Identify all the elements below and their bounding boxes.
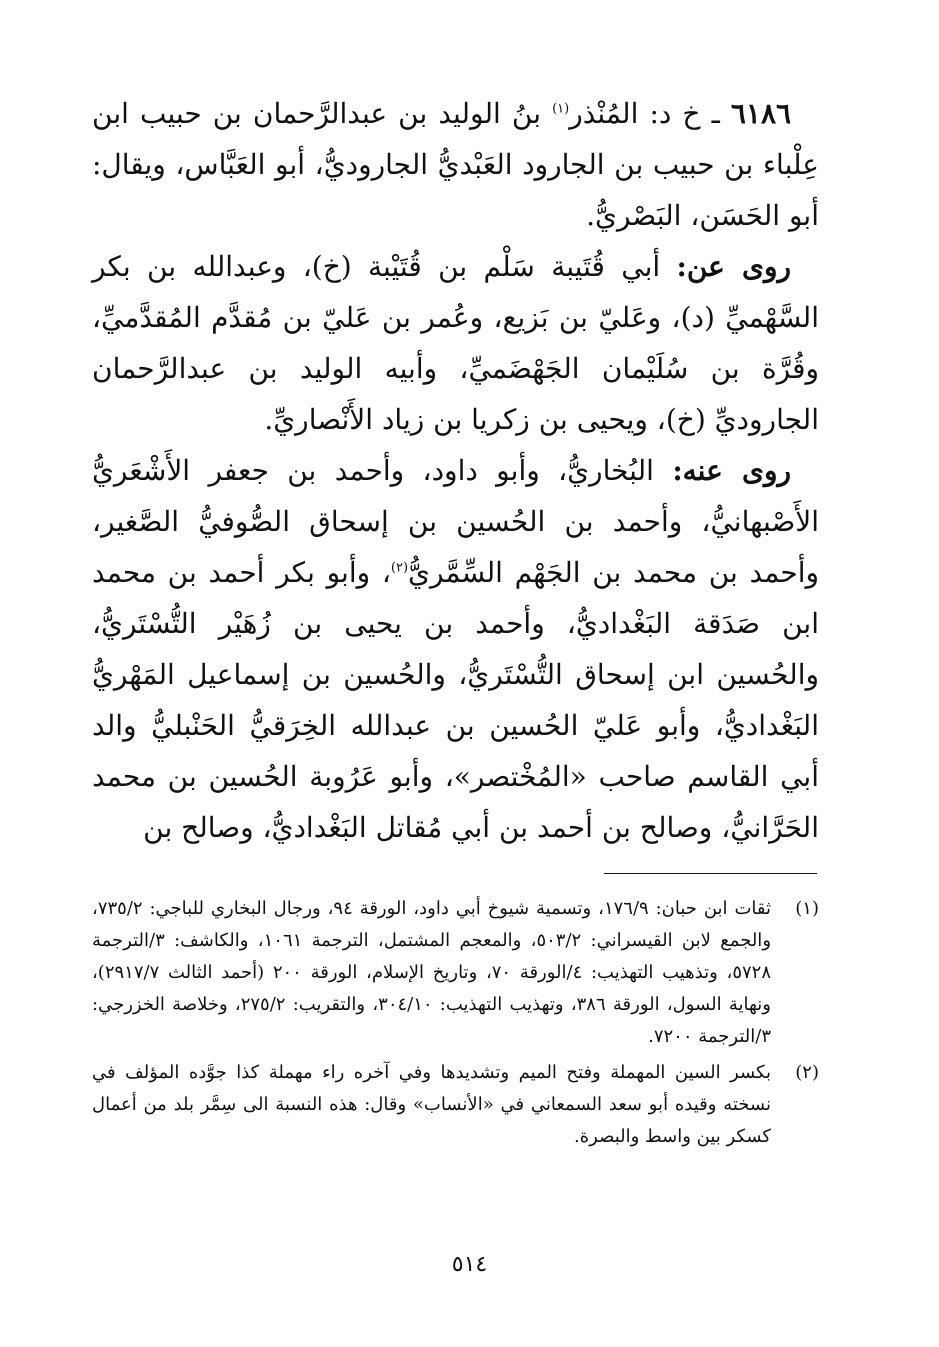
entry-lineage: بنُ الوليد بن عبدالرَّحمان بن حبيب ابن عِلْباء بن حبيب بن الجارود العَبْديُّ الجاروديُّ، أبو العَبَّاس، ويقال: أبو الحَسَن، البَصْريُّ. — [92, 97, 819, 232]
footnote-number: (٢) — [795, 1062, 819, 1083]
footnote-ref-1: (١) — [552, 101, 570, 117]
narrated-by-label: روى عنه: — [672, 454, 791, 487]
entry-number: ٦١٨٦ — [730, 97, 792, 130]
footnotes — [92, 893, 819, 1153]
main-text — [92, 88, 819, 853]
narrated-by-paragraph — [92, 445, 819, 853]
narrated-from-text: أبي قُتَيبة سَلْم بن قُتَيْبة (خ)، وعبدالله بن بكر السَّهْميِّ (د)، وعَليّ بن بَزيع، وعُمر بن عَليّ بن مُقدَّم المُقدَّميِّ، وقُرَّة بن سُلَيْمان الجَهْضَميِّ، وأبيه الوليد بن عبدالرَّحمان الجاروديِّ (خ)، ويحيى بن زكريا بن زياد الأَنْصاريِّ. — [92, 250, 819, 436]
entry-paragraph — [92, 88, 819, 241]
narrated-from-paragraph — [92, 241, 819, 445]
narrated-by-text-part2: ، وأبو بكر أحمد بن محمد ابن صَدَقة البَغْداديُّ، وأحمد بن يحيى بن زُهَيْر التُّسْتَريُّ، والحُسين ابن إسحاق التُّسْتَريُّ، والحُسين بن إسماعيل المَهْريُّ البَغْداديُّ، وأبو عَليّ الحُسين بن عبدالله الخِرَقيُّ الحَنْبليُّ والد أبي القاسم صاحب «المُخْتصر»، وأبو عَرُوبة الحُسين بن محمد الحَرَّانيُّ، وصالح بن أحمد بن أبي مُقاتل البَغْداديُّ، وصالح بن — [92, 556, 819, 844]
footnote-text: ثقات ابن حبان: ١٧٦/٩، وتسمية شيوخ أبي داود، الورقة ٩٤، ورجال البخاري للباجي: ٧٣٥/٢، والجمع لابن القيسراني: ٥٠٣/٢، والمعجم المشتمل، الترجمة ١٠٦١، والكاشف: ٣/الترجمة ٥٧٢٨، وتذهيب التهذيب: ٤/الورقة ٧٠، وتاريخ الإسلام، الورقة ٢٠٠ (أحمد الثالث ٢٩١٧/٧)، ونهاية السول، الورقة ٣٨٦، وتهذيب التهذيب: ٣٠٤/١٠، والتقريب: ٢٧٥/٢، وخلاصة الخزرجي: ٣/الترجمة ٧٢٠٠. — [92, 898, 772, 1047]
entry-heading: المُنْذر — [569, 97, 639, 130]
footnote-separator — [604, 873, 817, 874]
page-number: ٥١٤ — [451, 1252, 488, 1277]
footnote-number: (١) — [795, 898, 819, 919]
footnote-1 — [92, 893, 819, 1053]
footnote-ref-2: (٢) — [390, 560, 409, 576]
narrated-by-text-part1: البُخاريُّ، وأبو داود، وأحمد بن جعفر الأَشْعَريُّ الأَصْبهانيُّ، وأحمد بن الحُسين بن إسحاق الصُّوفيُّ الصَّغير، وأحمد بن محمد بن الجَهْم السِّمَّريُّ — [92, 454, 820, 589]
narrated-from-label: روى عن: — [676, 250, 792, 283]
footnote-text: بكسر السين المهملة وفتح الميم وتشديدها وفي آخره راء مهملة كذا جوَّده المؤلف في نسخته وقيده أبو سعد السمعاني في «الأنساب» وقال: هذه النسبة الى سِمَّر بلد من أعمال كسكر بين واسط والبصرة. — [92, 1062, 771, 1147]
entry-siglum: ـ خ د: — [649, 97, 720, 130]
footnote-2 — [92, 1057, 819, 1153]
